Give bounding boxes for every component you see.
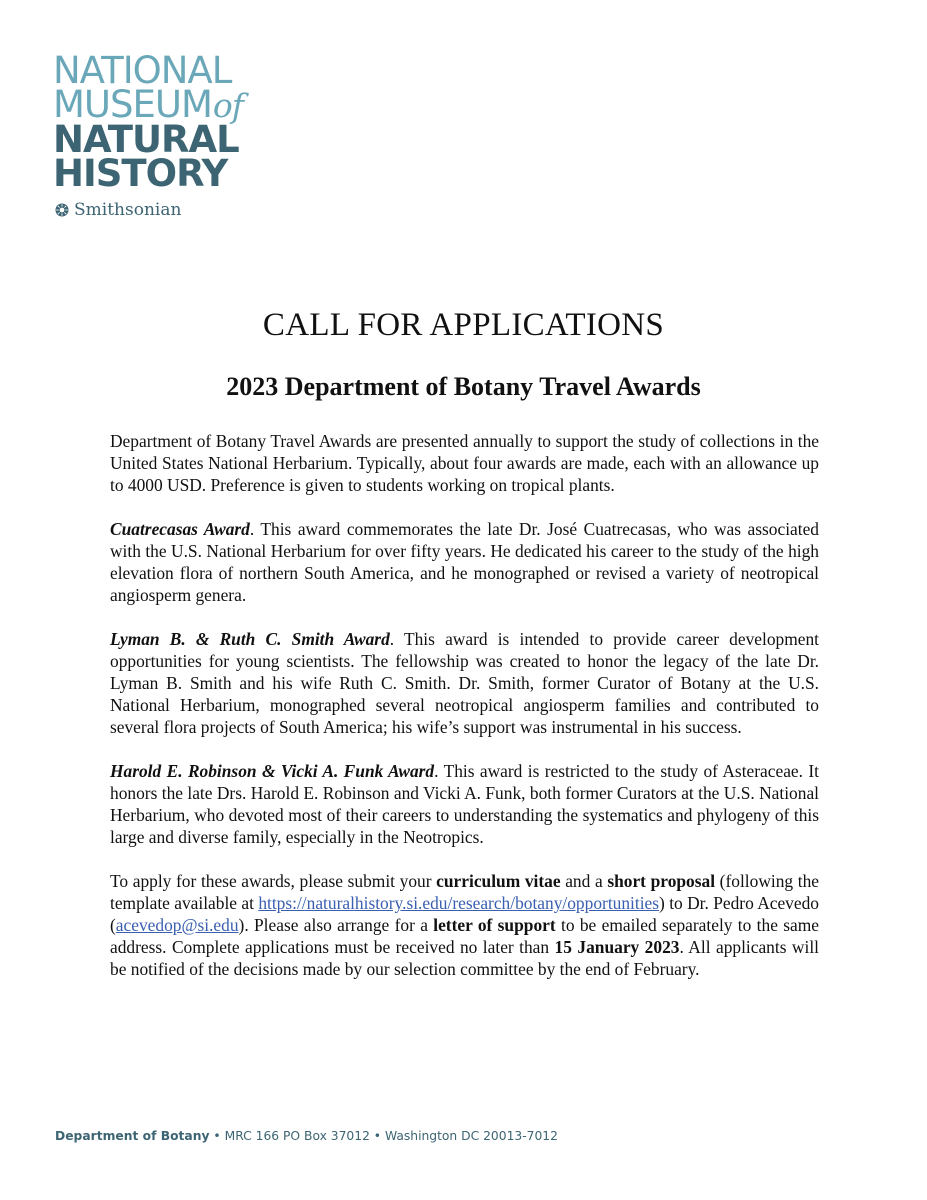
document-body (110, 430, 819, 1002)
apply-text: ) to Dr. Pedro Acevedo ( (110, 893, 819, 935)
intro-paragraph: Department of Botany Travel Awards are presented annually to support the study of collections in the United States National Herbarium. Typically, about four awards are made, each with an allowance up to 4000 USD. Preference is given to students working on tropical plants. (110, 431, 819, 495)
smithsonian-sunburst-icon (55, 203, 69, 217)
apply-text: and a (560, 871, 608, 891)
apply-cv: curriculum vitae (436, 871, 561, 891)
apply-paragraph (110, 870, 819, 980)
logo-of-word: of (212, 86, 243, 125)
museum-logo (53, 49, 243, 195)
logo-line-history: HISTORY (53, 152, 228, 195)
apply-proposal: short proposal (607, 871, 716, 891)
apply-text: (following the template available at (110, 871, 819, 913)
award-paragraph-robinson-funk (110, 760, 819, 848)
footer-address: • MRC 166 PO Box 37012 • Washington DC 20013-7012 (209, 1129, 558, 1143)
logo-line-national: NATIONAL (53, 49, 232, 92)
page-subtitle: 2023 Department of Botany Travel Awards (226, 372, 701, 401)
apply-text: To apply for these awards, please submit your (110, 871, 437, 891)
award-description: . This award is restricted to the study of Asteraceae. It honors the late Drs. Harold E. Robinson and Vicki A. Funk, both former Curators at the U.S. National Herbarium, who devoted most of their careers to understanding the systematics and phylogeny of this large and diverse family, especially in the Neotropics. (110, 761, 819, 847)
award-description: . This award commemorates the late Dr. José Cuatrecasas, who was associated with the U.S. National Herbarium for over fifty years. He dedicated his career to the study of the high elevation flora of northern South America, and he monographed or revised a variety of neotropical angiosperm genera. (110, 519, 819, 605)
footer-department: Department of Botany (55, 1129, 210, 1143)
award-name: Harold E. Robinson & Vicki A. Funk Award (110, 761, 435, 781)
apply-letter-of-support: letter of support (433, 915, 556, 935)
email-link[interactable]: acevedop@si.edu (115, 915, 239, 935)
award-paragraph-smith (110, 628, 819, 738)
award-name: Cuatrecasas Award (110, 519, 250, 539)
logo-line-natural: NATURAL (53, 118, 239, 161)
opportunities-link[interactable]: https://naturalhistory.si.edu/research/botany/opportunities (258, 893, 660, 913)
apply-text: to be emailed separately to the same address. Complete applications must be received no later than (110, 915, 819, 957)
logo-museum-word: MUSEUM (53, 83, 212, 126)
apply-text: ). Please also arrange for a (238, 915, 434, 935)
page-footer (55, 1129, 558, 1143)
page-title: CALL FOR APPLICATIONS (262, 307, 665, 343)
smithsonian-wordmark (55, 200, 181, 220)
award-description: . This award is intended to provide career development opportunities for young scientists. The fellowship was created to honor the legacy of the late Dr. Lyman B. Smith and his wife Ruth C. Smith. Dr. Smith, former Curator of Botany at the U.S. National Herbarium, monographed several neotropical angiosperm families and contributed to several flora projects of South America; his wife’s support was instrumental in his success. (110, 629, 819, 737)
apply-deadline: 15 January 2023 (554, 937, 680, 957)
award-paragraph-cuatrecasas (110, 518, 819, 606)
award-name: Lyman B. & Ruth C. Smith Award (110, 629, 390, 649)
smithsonian-label: Smithsonian (74, 200, 182, 220)
apply-text: . All applicants will be notified of the decisions made by our selection committee by the end of February. (110, 937, 819, 979)
